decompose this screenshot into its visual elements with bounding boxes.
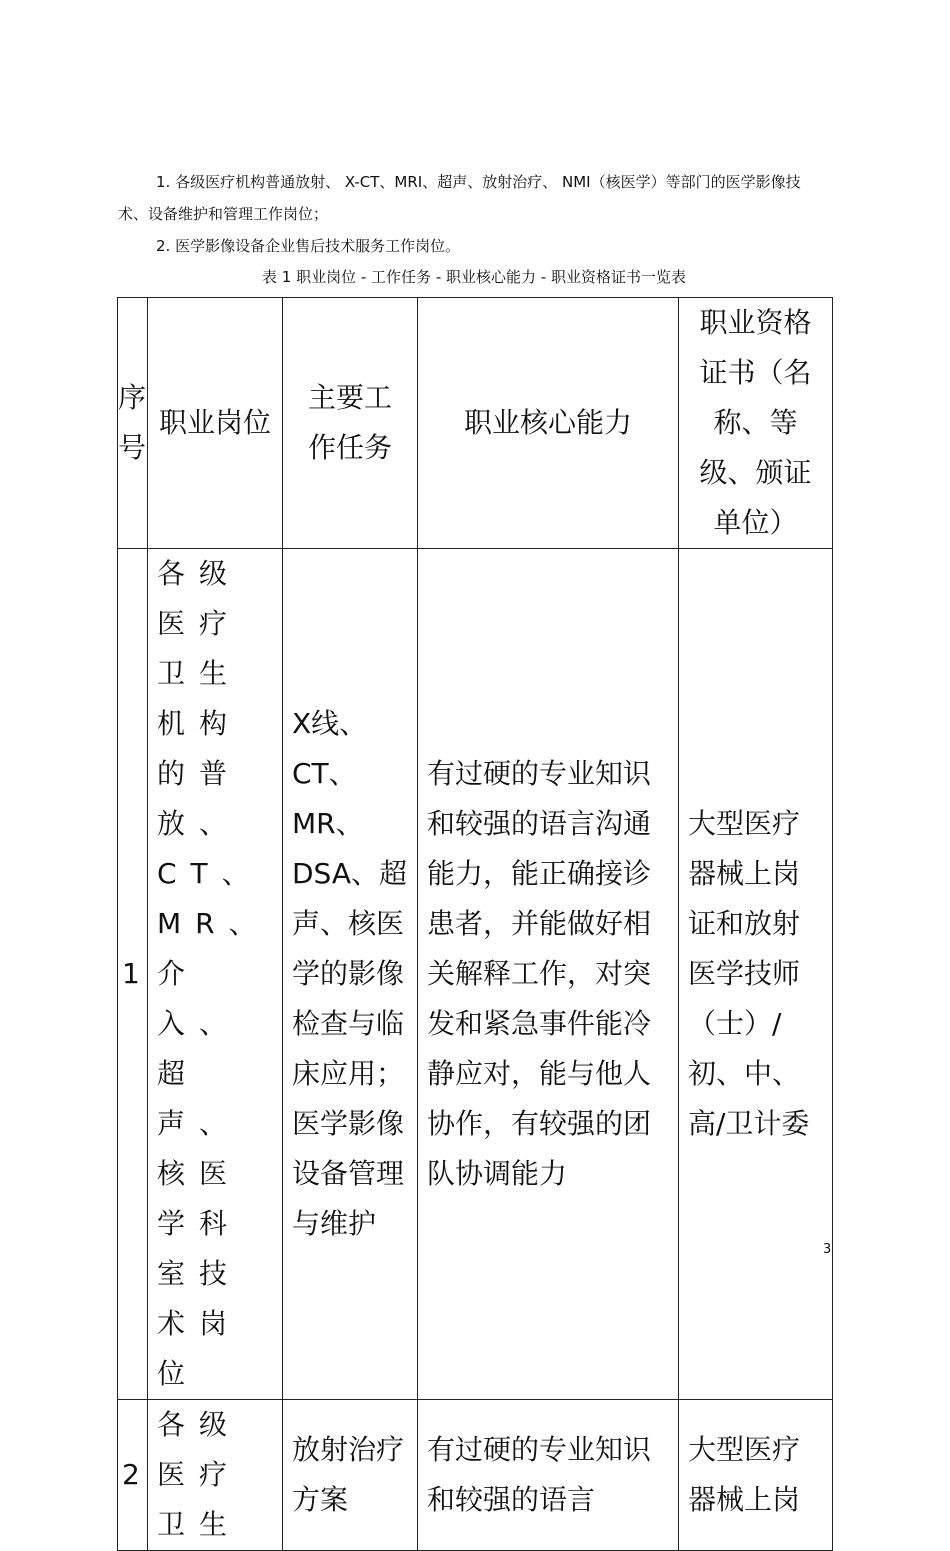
row-1-ability: 有过硬的专业知识和较强的语言沟通能力，能正确接诊患者，并能做好相关解释工作，对突发和紧急事件能冷静应对，能与他人协作，有较强的团队协调能力 (418, 549, 679, 1400)
row-1-tasks: X线、CT、MR、DSA、超声、核医学的影像检查与临床应用；医学影像设备管理与维护 (283, 549, 418, 1400)
row-2-tasks: 放射治疗方案 (283, 1400, 418, 1551)
table-row (118, 549, 833, 1400)
header-tasks: 主要工作任务 (283, 298, 418, 549)
paragraph-job-positions-2: 2. 医学影像设备企业售后技术服务工作岗位。 (156, 237, 461, 255)
row-1-seq: 1 (118, 549, 148, 1400)
row-1-position: 各级医疗卫生机构的普放、CT、MR、介入、超声、核医学科室技术岗位 (148, 549, 283, 1400)
header-position: 职业岗位 (148, 298, 283, 549)
header-certificate: 职业资格证书（名称、等级、颁证单位） (679, 298, 833, 549)
row-2-seq: 2 (118, 1400, 148, 1551)
row-2-certificate: 大型医疗器械上岗 (679, 1400, 833, 1551)
row-2-ability: 有过硬的专业知识和较强的语言 (418, 1400, 679, 1551)
header-ability: 职业核心能力 (418, 298, 679, 549)
page-number: 3 (823, 1242, 832, 1257)
table-caption: 表 1 职业岗位 - 工作任务 - 职业核心能力 - 职业资格证书一览表 (262, 268, 686, 286)
career-table (117, 297, 833, 1551)
paragraph-job-positions-1: 1. 各级医疗机构普通放射、 X-CT、MRI、超声、放射治疗、 NMI（核医学）等部门的医学影像技术、设备维护和管理工作岗位； (118, 173, 801, 223)
row-2-position: 各级医疗卫生 (148, 1400, 283, 1551)
row-1-certificate: 大型医疗器械上岗证和放射医学技师（士）/初、中、高/卫计委 (679, 549, 833, 1400)
header-seq: 序号 (118, 298, 148, 549)
table-header-row (118, 298, 833, 549)
table-row (118, 1400, 833, 1551)
